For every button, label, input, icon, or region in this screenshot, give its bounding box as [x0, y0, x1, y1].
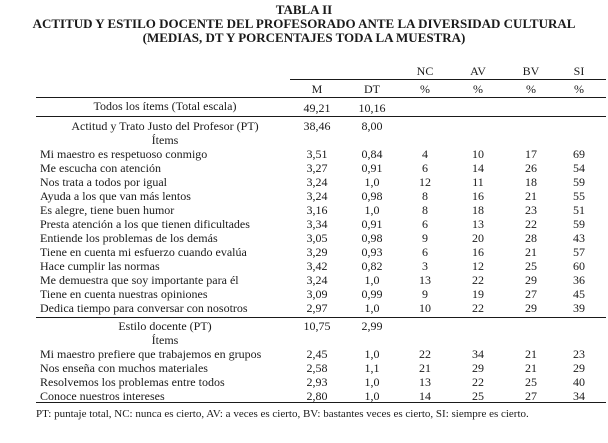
row-m: 3,09: [306, 287, 328, 301]
row-av: 16: [472, 189, 484, 203]
row-nc: 8: [422, 189, 428, 203]
row-nc: 14: [419, 389, 431, 403]
row-nc: 21: [419, 361, 431, 375]
row-label: Es alegre, tiene buen humor: [40, 203, 175, 217]
row-m: 3,27: [306, 161, 328, 175]
row-label: Tiene en cuenta mi esfuerzo cuando evalúa: [40, 245, 247, 259]
row-label: Me demuestra que soy importante para él: [40, 273, 239, 287]
row-nc: 22: [419, 347, 431, 361]
section1-m: 38,46: [303, 119, 331, 133]
section2-dt: 2,99: [361, 319, 383, 333]
row-bv: 17: [525, 147, 537, 161]
row-bv: 18: [525, 175, 537, 189]
row-si: 36: [573, 273, 585, 287]
row-av: 10: [472, 147, 484, 161]
row-label: Resolvemos los problemas entre todos: [40, 375, 225, 389]
row-dt: 1,0: [364, 347, 380, 361]
row-si: 23: [573, 347, 585, 361]
table-title: ACTITUD Y ESTILO DOCENTE DEL PROFESORADO ANTE LA DIVERSIDAD CULTURAL: [32, 16, 576, 31]
row-bv: 27: [525, 389, 537, 403]
row-dt: 0,91: [361, 217, 383, 231]
row-av: 19: [472, 287, 484, 301]
row-m: 3,24: [306, 175, 328, 189]
row-dt: 0,99: [361, 287, 383, 301]
row-dt: 0,98: [361, 231, 383, 245]
total-label: Todos los ítems (Total escala): [93, 99, 237, 113]
row-av: 12: [472, 259, 484, 273]
row-si: 43: [573, 231, 585, 245]
table-subtitle: (MEDIAS, DT Y PORCENTAJES TODA LA MUESTRA): [142, 30, 466, 45]
section2-items-label: Ítems: [151, 333, 179, 347]
row-m: 3,34: [306, 217, 328, 231]
row-bv: 21: [525, 189, 537, 203]
row-m: 3,05: [306, 231, 328, 245]
row-bv: 27: [525, 287, 537, 301]
header-bv-unit: %: [526, 82, 536, 96]
section2-label: Estilo docente (PT): [118, 319, 212, 333]
row-label: Me escucha con atención: [40, 161, 161, 175]
header-dt: DT: [364, 82, 380, 96]
row-nc: 9: [422, 231, 428, 245]
row-bv: 28: [525, 231, 537, 245]
row-si: 59: [573, 217, 585, 231]
table-number: TABLA II: [275, 2, 333, 17]
header-m: M: [311, 82, 323, 96]
row-dt: 1,0: [364, 203, 380, 217]
row-nc: 6: [422, 245, 428, 259]
row-si: 69: [573, 147, 585, 161]
row-label: Ayuda a los que van más lentos: [40, 189, 191, 203]
row-bv: 26: [525, 161, 537, 175]
row-label: Entiende los problemas de los demás: [40, 231, 218, 245]
row-label: Tiene en cuenta nuestras opiniones: [40, 287, 208, 301]
row-bv: 29: [525, 273, 537, 287]
header-nc: NC: [416, 64, 434, 78]
row-av: 16: [472, 245, 484, 259]
row-si: 57: [573, 245, 585, 259]
row-dt: 1,0: [364, 389, 380, 403]
row-m: 3,29: [306, 245, 328, 259]
row-bv: 21: [525, 245, 537, 259]
row-nc: 13: [419, 375, 431, 389]
row-bv: 25: [525, 259, 537, 273]
row-av: 22: [472, 375, 484, 389]
row-nc: 8: [422, 203, 428, 217]
table-footnote: PT: puntaje total, NC: nunca es cierto, AV: a veces es cierto, BV: bastantes veces es cierto, SI: siempre es cierto.: [36, 408, 529, 420]
row-label: Presta atención a los que tienen dificultades: [40, 217, 250, 231]
row-av: 29: [472, 361, 484, 375]
row-si: 39: [573, 301, 585, 315]
row-dt: 0,98: [361, 189, 383, 203]
row-si: 54: [573, 161, 585, 175]
row-av: 14: [472, 161, 484, 175]
row-label: Mi maestro es respetuoso conmigo: [40, 147, 208, 161]
section1-dt: 8,00: [361, 119, 383, 133]
row-bv: 21: [525, 361, 537, 375]
row-nc: 4: [422, 147, 428, 161]
row-label: Mi maestro prefiere que trabajemos en grupos: [40, 347, 262, 361]
row-dt: 1,0: [364, 375, 380, 389]
row-av: 22: [472, 273, 484, 287]
row-m: 2,93: [306, 375, 328, 389]
row-nc: 3: [422, 259, 428, 273]
total-dt: 10,16: [358, 101, 386, 115]
row-m: 3,42: [306, 259, 328, 273]
row-si: 55: [573, 189, 585, 203]
row-si: 59: [573, 175, 585, 189]
row-nc: 10: [419, 301, 431, 315]
row-m: 2,45: [306, 347, 328, 361]
section2-m: 10,75: [303, 319, 331, 333]
row-m: 2,80: [306, 389, 328, 403]
row-dt: 0,91: [361, 161, 383, 175]
row-si: 51: [573, 203, 585, 217]
section1-items-label: Ítems: [151, 133, 179, 147]
row-nc: 13: [419, 273, 431, 287]
row-m: 3,51: [306, 147, 328, 161]
header-bv: BV: [522, 64, 540, 78]
header-divider: [290, 79, 606, 80]
header-av: AV: [470, 64, 486, 78]
header-si-unit: %: [574, 82, 584, 96]
row-dt: 0,82: [361, 259, 383, 273]
row-bv: 25: [525, 375, 537, 389]
row-label: Nos enseña con muchos materiales: [40, 361, 208, 375]
row-av: 22: [472, 301, 484, 315]
row-si: 34: [573, 389, 585, 403]
row-label: Hace cumplir las normas: [40, 259, 160, 273]
row-m: 3,16: [306, 203, 328, 217]
row-nc: 6: [422, 217, 428, 231]
row-nc: 12: [419, 175, 431, 189]
row-m: 3,24: [306, 189, 328, 203]
row-dt: 1,0: [364, 273, 380, 287]
header-nc-unit: %: [420, 82, 430, 96]
row-dt: 0,84: [361, 147, 383, 161]
rule-after-section1: [36, 317, 606, 318]
rule-bottom: [36, 402, 606, 403]
row-dt: 1,0: [364, 301, 380, 315]
row-bv: 29: [525, 301, 537, 315]
row-bv: 21: [525, 347, 537, 361]
row-dt: 1,1: [364, 361, 380, 375]
row-av: 11: [472, 175, 484, 189]
row-av: 20: [472, 231, 484, 245]
total-m: 49,21: [303, 101, 331, 115]
row-si: 45: [573, 287, 585, 301]
row-nc: 6: [422, 161, 428, 175]
row-m: 2,97: [306, 301, 328, 315]
row-si: 60: [573, 259, 585, 273]
row-av: 18: [472, 203, 484, 217]
row-m: 2,58: [306, 361, 328, 375]
row-label: Nos trata a todos por igual: [40, 175, 167, 189]
row-label: Dedica tiempo para conversar con nosotros: [40, 301, 248, 315]
section1-label: Actitud y Trato Justo del Profesor (PT): [71, 119, 259, 133]
row-dt: 1,0: [364, 175, 380, 189]
header-av-unit: %: [473, 82, 483, 96]
row-m: 3,24: [306, 273, 328, 287]
row-av: 34: [472, 347, 484, 361]
rule-top: [36, 97, 606, 98]
row-av: 13: [472, 217, 484, 231]
header-si: SI: [573, 64, 585, 78]
rule-after-total: [36, 116, 606, 117]
table-title-block: [0, 3, 608, 45]
row-dt: 0,93: [361, 245, 383, 259]
row-bv: 22: [525, 217, 537, 231]
row-si: 29: [573, 361, 585, 375]
row-si: 40: [573, 375, 585, 389]
row-bv: 23: [525, 203, 537, 217]
row-label: Conoce nuestros intereses: [40, 389, 165, 403]
row-av: 25: [472, 389, 484, 403]
row-nc: 9: [422, 287, 428, 301]
